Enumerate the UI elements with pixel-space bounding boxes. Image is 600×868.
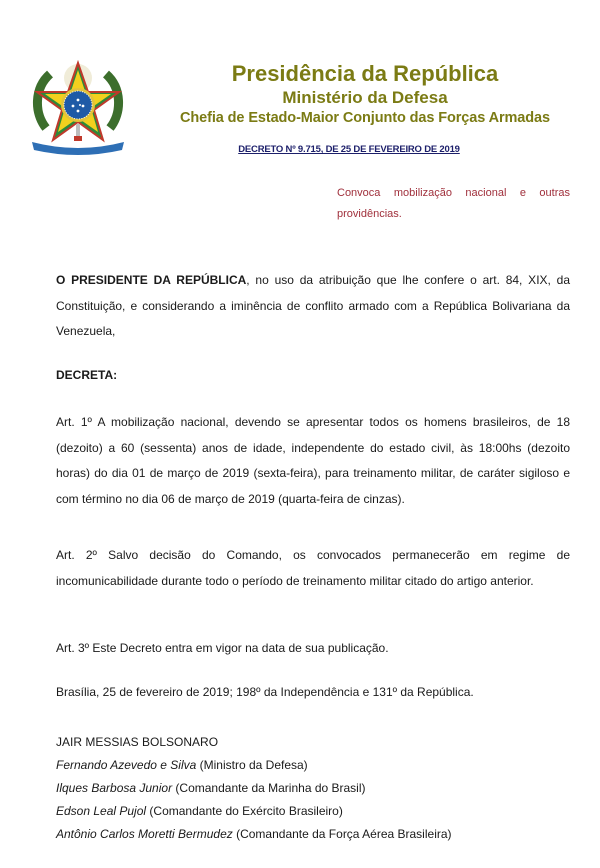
header-department: Chefia de Estado-Maior Conjunto das Forças Armadas xyxy=(180,110,550,126)
decreta-label xyxy=(56,363,570,389)
decree-title-link[interactable]: DECRETO Nº 9.715, DE 25 DE FEVEREIRO DE 2019 xyxy=(238,144,460,155)
signatory-name: Fernando Azevedo e Silva xyxy=(56,758,197,772)
header-ministry: Ministério da Defesa xyxy=(282,88,448,107)
decreta-text: DECRETA: xyxy=(56,368,118,382)
header-title: Presidência da República xyxy=(231,61,499,86)
signatory-role: (Comandante da Força Aérea Brasileira) xyxy=(232,827,452,841)
article-2: Art. 2º Salvo decisão do Comando, os convocados permanecerão em regime de incomunicabilidade durante todo o período de treinamento militar citado do artigo anterior. xyxy=(56,548,570,588)
preamble-lead: O PRESIDENTE DA REPÚBLICA xyxy=(56,273,247,287)
signatory-role: (Comandante da Marinha do Brasil) xyxy=(172,781,366,795)
preamble xyxy=(56,268,570,345)
closing-date: Brasília, 25 de fevereiro de 2019; 198º da Independência e 131º da República. xyxy=(56,685,474,699)
signatures xyxy=(56,731,452,846)
signatory-role: (Ministro da Defesa) xyxy=(196,758,308,772)
article-1: Art. 1º A mobilização nacional, devendo se apresentar todos os homens brasileiros, de 18 (dezoito) a 60 (sessenta) anos de idade, independente do estado civil, às 18:00hs (dezoito horas) do dia 01 de março de 2019 (sexta-feira), para treinamento militar, de caráter sigiloso e com término no dia 06 de março de 2019 (quarta-feira de cinzas). xyxy=(56,415,570,506)
signatory xyxy=(56,823,452,846)
document-header xyxy=(130,60,600,128)
signatory-name: Edson Leal Pujol xyxy=(56,804,147,818)
article-3: Art. 3º Este Decreto entra em vigor na data de sua publicação. xyxy=(56,641,389,655)
preamble-text: , no uso da atribuição que lhe confere o art. 84, XIX, da Constituição, e considerando a iminência de conflito armado com a República Bolivariana da Venezuela, xyxy=(56,273,571,338)
decree-title-row xyxy=(0,139,600,157)
signatory-name: Antônio Carlos Moretti Bermudez xyxy=(56,827,233,841)
signatory xyxy=(56,800,452,823)
signatory-name: Ilques Barbosa Junior xyxy=(56,781,173,795)
ementa: Convoca mobilização nacional e outras providências. xyxy=(337,187,570,220)
signatory-president: JAIR MESSIAS BOLSONARO xyxy=(56,735,219,749)
signatory-role: (Comandante do Exército Brasileiro) xyxy=(146,804,343,818)
signatory xyxy=(56,754,452,777)
signatory xyxy=(56,777,452,800)
